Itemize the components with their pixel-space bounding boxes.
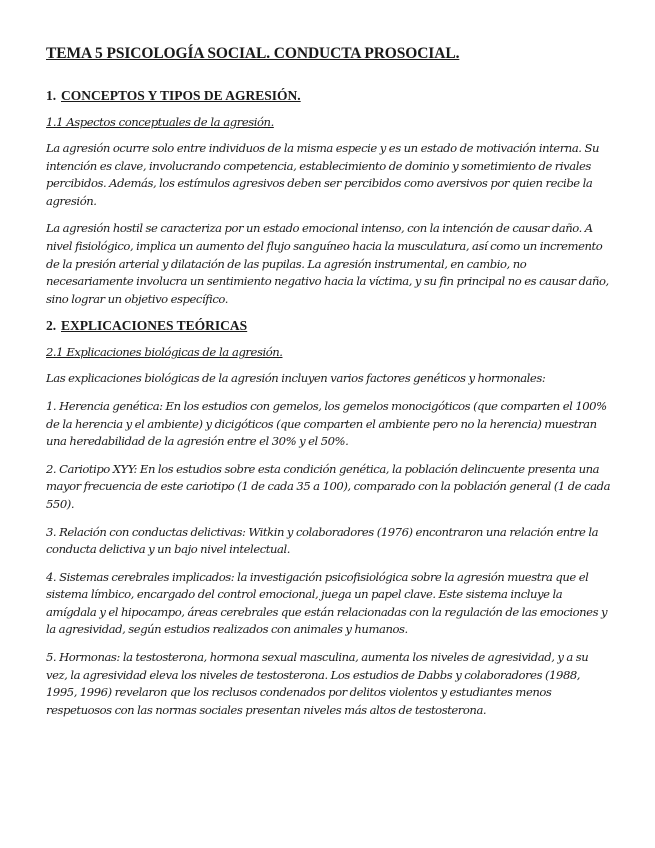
section-2 (46, 318, 612, 719)
paragraph: La agresión ocurre solo entre individuos de la misma especie y es un estado de motivación interna. Su intención es clave, involucrando competencia, establecimiento de dominio y sometimiento de rivales percibidos. Además, los estímulos agresivos deben ser percibidos como aversivos por quien recibe la agresión. (46, 141, 599, 208)
subsection-heading: 2.1 Explicaciones biológicas de la agresión. (46, 345, 283, 360)
paragraph: La agresión hostil se caracteriza por un estado emocional intenso, con la intención de causar daño. A nivel fisiológico, implica un aumento del flujo sanguíneo hacia la musculatura, así como un incremento de la presión arterial y dilatación de las pupilas. La agresión instrumental, en cambio, no necesariamente involucra un sentimiento negativo hacia la víctima, y su fin principal no es causar daño, sino lograr un objetivo específico. (46, 221, 609, 306)
document-page (46, 45, 612, 729)
section-number: 1. (46, 88, 57, 103)
section-heading (46, 88, 612, 104)
list-paragraph: 3. Relación con conductas delictivas: Witkin y colaboradores (1976) encontraron una relación entre la conducta delictiva y un bajo nivel intelectual. (46, 524, 599, 557)
subsection-heading: 1.1 Aspectos conceptuales de la agresión. (46, 115, 274, 129)
section-title: EXPLICACIONES TEÓRICAS (61, 318, 248, 334)
section-title: CONCEPTOS Y TIPOS DE AGRESIÓN. (61, 88, 301, 103)
section-heading (46, 318, 612, 334)
list-paragraph: 5. Hormonas: la testosterona, hormona sexual masculina, aumenta los niveles de agresividad, y a su vez, la agresividad eleva los niveles de testosterona. Los estudios de Dabbs y colaboradores (1988, 1995, 1996) revelaron que los reclusos condenados por delitos violentos y estudiantes menos respetuosos con las normas sociales presentan niveles más altos de testosterona. (46, 650, 589, 717)
list-paragraph: 4. Sistemas cerebrales implicados: la investigación psicofisiológica sobre la agresión muestra que el sistema límbico, encargado del control emocional, juega un papel clave. Este sistema incluye la amígdala y el hipocampo, áreas cerebrales que están relacionadas con la regulación de las emociones y la agresividad, según estudios realizados con animales y humanos. (46, 569, 608, 637)
list-paragraph: 2. Cariotipo XYY: En los estudios sobre esta condición genética, la población delincuente presenta una mayor frecuencia de este cariotipo (1 de cada 35 a 100), comparado con la población general (1 de cada 550). (46, 461, 611, 511)
section-number: 2. (46, 318, 57, 334)
document-title: TEMA 5 PSICOLOGÍA SOCIAL. CONDUCTA PROSOCIAL. (46, 45, 460, 62)
list-paragraph: 1. Herencia genética: En los estudios con gemelos, los gemelos monocigóticos (que comparten el 100% de la herencia y el ambiente) y dicigóticos (que comparten el ambiente pero no la herencia) muestran una heredabilidad de la agresión entre el 30% y el 50%. (46, 398, 607, 449)
paragraph: Las explicaciones biológicas de la agresión incluyen varios factores genéticos y hormonales: (46, 371, 546, 386)
section-1 (46, 88, 612, 308)
